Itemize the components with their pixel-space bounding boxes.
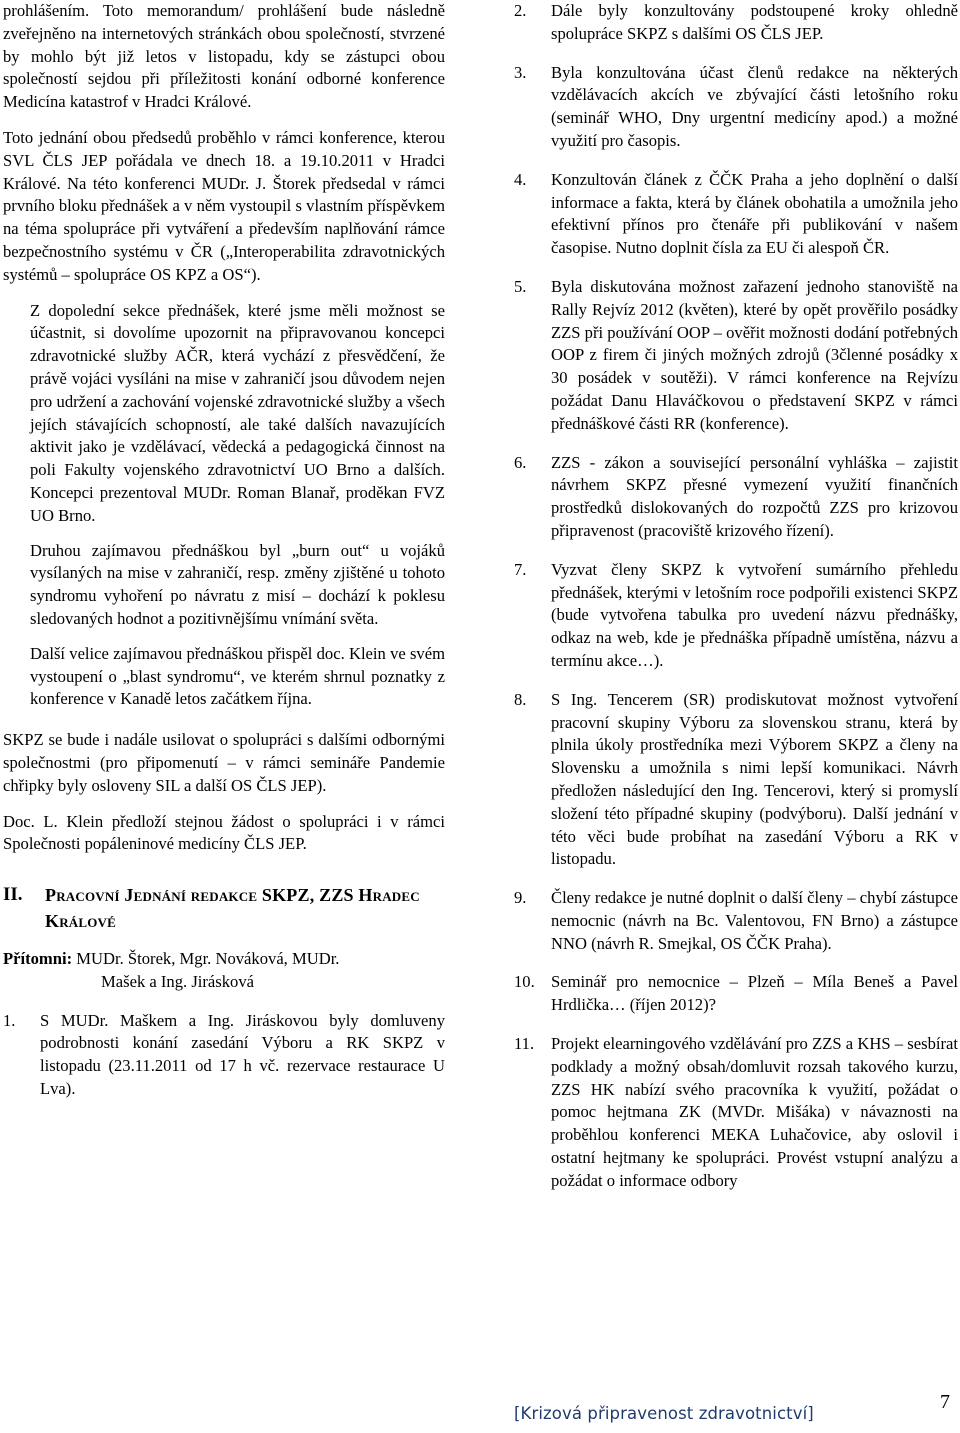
list-item-number: 4.	[514, 169, 527, 189]
list-item-number: 5.	[514, 276, 527, 296]
list-item-text: Konzultován článek z ČČK Praha a jeho doplnění o další informace a fakta, která by článek obohatila a umožnila jeho efektivní přínos pro čtenáře při publikování v našem časopise. Nutno doplnit čísla za EU či alespoň ČR.	[551, 169, 958, 258]
list-item-text: Seminář pro nemocnice – Plzeň – Míla Beneš a Pavel Hrdlička… (říjen 2012)?	[551, 972, 958, 1015]
paragraph-doc-klein: Doc. L. Klein předloží stejnou žádost o spolupráci i v rámci Společnosti popáleninové medicíny ČLS JEP.	[3, 811, 445, 854]
list-item-number: 1.	[3, 1010, 16, 1030]
attendees-label: Přítomni:	[3, 949, 73, 969]
paragraph-burnout: Druhou zajímavou přednáškou byl „burn out“ u vojáků vysílaných na mise v zahraničí, resp. změny zjištěné u tohoto syndromu vyhoření po návratu z misí – dochází k poklesu sledovaných hodnot a pozitivnějšímu vnímání světa.	[30, 540, 445, 628]
list-item-number: 8.	[514, 689, 527, 709]
list-item	[514, 0, 958, 46]
paragraph-blast-syndrome: Další velice zajímavou přednáškou přispěl doc. Klein ve svém vystoupení o „blast syndromu“, ve kterém shrnul poznatky z konference v Kanadě letos začátkem října.	[30, 643, 445, 709]
section-heading	[3, 882, 445, 934]
list-item-number: 10.	[514, 972, 535, 992]
list-item-text: Vyzvat členy SKPZ k vytvoření sumárního přehledu přednášek, kterými v letošním roce podpořili existenci SKPZ (bude vytvořena tabulka pro uvedení názvu přednášky, odkaz na web, kde je přednáška případně umístěna, názvu a termínu akce…).	[551, 559, 958, 670]
list-item	[514, 1033, 958, 1193]
list-item-text: Dále byly konzultovány podstoupené kroky ohledně spolupráce SKPZ s dalšími OS ČLS JEP.	[551, 1, 958, 43]
list-item	[3, 1010, 445, 1101]
page-number: 7	[940, 1391, 950, 1413]
left-column	[3, 0, 445, 1117]
paragraph-skpz-cooperation: SKPZ se bude i nadále usilovat o spolupráci s dalšími odbornými společnostmi (pro připomenutí – v rámci semináře Pandemie chřipky byly osloveny SIL a další OS ČLS JEP).	[3, 730, 445, 795]
list-item-text: Byla konzultována účast členů redakce na některých vzdělávacích akcích ve zbývající části letošního roku (seminář WHO, Dny urgentní medicíny apod.) a možné využití pro časopis.	[551, 62, 958, 150]
attendees-line-2: Mašek a Ing. Jirásková	[101, 971, 254, 991]
list-item-text: S MUDr. Maškem a Ing. Jiráskovou byly domluveny podrobnosti konání zasedání Výboru a RK SKPZ v listopadu (23.11.2011 od 17 h vč. rezervace restaurace U Lva).	[40, 1010, 445, 1099]
attendees-line-1: MUDr. Štorek, Mgr. Nováková, MUDr.	[72, 949, 340, 969]
list-item	[514, 62, 958, 153]
paragraph-morning-section: Z dopolední sekce přednášek, které jsme měli možnost se účastnit, si dovolíme upozornit na připravovanou koncepci zdravotnické služby AČR, která vychází z přesvědčení, že právě vojáci vysíláni na mise v zahraničí jsou důvodem nejen pro udržení a zachování vojenské zdravotnické služby a všech jejích stávajících schopností, ale také dalších navazujících aktivit jako je vzdělávací, vědecká a pedagogická činnost na poli Fakulty vojenského zdravotnictví UO Brno a dalších. Koncepci prezentoval MUDr. Roman Blanař, proděkan FVZ UO Brno.	[30, 300, 445, 525]
list-item	[514, 971, 958, 1017]
list-item-number: 2.	[514, 1, 527, 20]
list-item	[514, 887, 958, 955]
left-item-list	[3, 1010, 445, 1101]
list-item	[514, 276, 958, 436]
right-column	[514, 0, 958, 1209]
list-item-number: 6.	[514, 452, 527, 472]
section-title: Pracovní Jednání redakce SKPZ, ZZS Hradec Králové	[45, 885, 420, 932]
list-item-number: 7.	[514, 559, 527, 579]
list-item	[514, 169, 958, 260]
section-number: II.	[3, 884, 23, 906]
list-item-text: Členy redakce je nutné doplnit o další členy – chybí zástupce nemocnic (návrh na Bc. Valentovou, FN Brno) a zástupce NNO (návrh R. Smejkal, OS ČČK Praha).	[551, 888, 958, 953]
list-item-number: 11.	[514, 1034, 535, 1054]
list-item-number: 3.	[514, 62, 527, 82]
list-item-number: 9.	[514, 888, 527, 908]
list-item	[514, 559, 958, 673]
list-item-text: Projekt elearningového vzdělávání pro ZZS a KHS – sesbírat podklady a možný obsah/domluvit rozsah takového kurzu, ZZS HK nabízí svého pracovníka k využití, požádat o pomoc hejtmana ZK (MVDr. Mišáka) v návaznosti na proběhlou konferenci MEKA Luhačovice, aby oslovil i ostatní hejtmany ke spolupráci. Provést vstupní analýzu a požádat o informace odbory	[551, 1034, 958, 1190]
paragraph-memorandum: prohlášením. Toto memorandum/ prohlášení bude následně zveřejněno na internetových stránkách obou společností, stvrzené by mohlo být již letos v listopadu, kdy se zástupci obou společností sejdou při příležitosti konání odborné konference Medicína katastrof v Hradci Králové.	[3, 1, 445, 112]
footer-title: [Krizová připravenost zdravotnictví]	[514, 1404, 814, 1423]
list-item	[514, 452, 958, 543]
list-item-text: ZZS - zákon a související personální vyhláška – zajistit návrhem SKPZ přesné vymezení využití finančních prostředků dislokovaných do rozpočtů ZZS pro krizovou připravenost (pracoviště krizového řízení).	[551, 452, 958, 540]
attendees	[3, 948, 445, 994]
paragraph-meeting: Toto jednání obou předsedů proběhlo v rámci konference, kterou SVL ČLS JEP pořádala ve dnech 18. a 19.10.2011 v Hradci Králové. Na této konferenci MUDr. J. Štorek předsedal v rámci prvního bloku přednášek a v něm vystoupil s vlastním příspěvkem na téma spolupráce při vytváření a především naplňování rámce bezpečnostního systému v ČR („Interoperabilita zdravotnických systémů – spolupráce OS KPZ a OS“).	[3, 127, 445, 284]
indented-block	[30, 300, 445, 712]
list-item	[514, 689, 958, 871]
list-item-text: S Ing. Tencerem (SR) prodiskutovat možnost vytvoření pracovní skupiny Výboru za slovenskou stranu, která by plnila úkoly prostředníka mezi Výborem SKPZ a členy na Slovensku a umožnila s nimi lepší komunikaci. Návrh předložen následující den Ing. Tencerovi, který si promyslí složení této případné skupiny (podvýboru). Další jednání v této věci bude probíhat na zasedání Výboru a RK v listopadu.	[551, 689, 958, 869]
right-item-list	[514, 0, 958, 1193]
list-item-text: Byla diskutována možnost zařazení jednoho stanoviště na Rally Rejvíz 2012 (květen), které by opět prověřilo posádky ZZS při používání OOP – ověřit možnosti dodání potřebných OOP z firem či jiných možných zdrojů (3členné posádky x 30 posádek v soutěži). V rámci konference na Rejvízu požádat Danu Hlaváčkovou o představení SKPZ v rámci přednáškové části RR (konference).	[551, 276, 958, 433]
